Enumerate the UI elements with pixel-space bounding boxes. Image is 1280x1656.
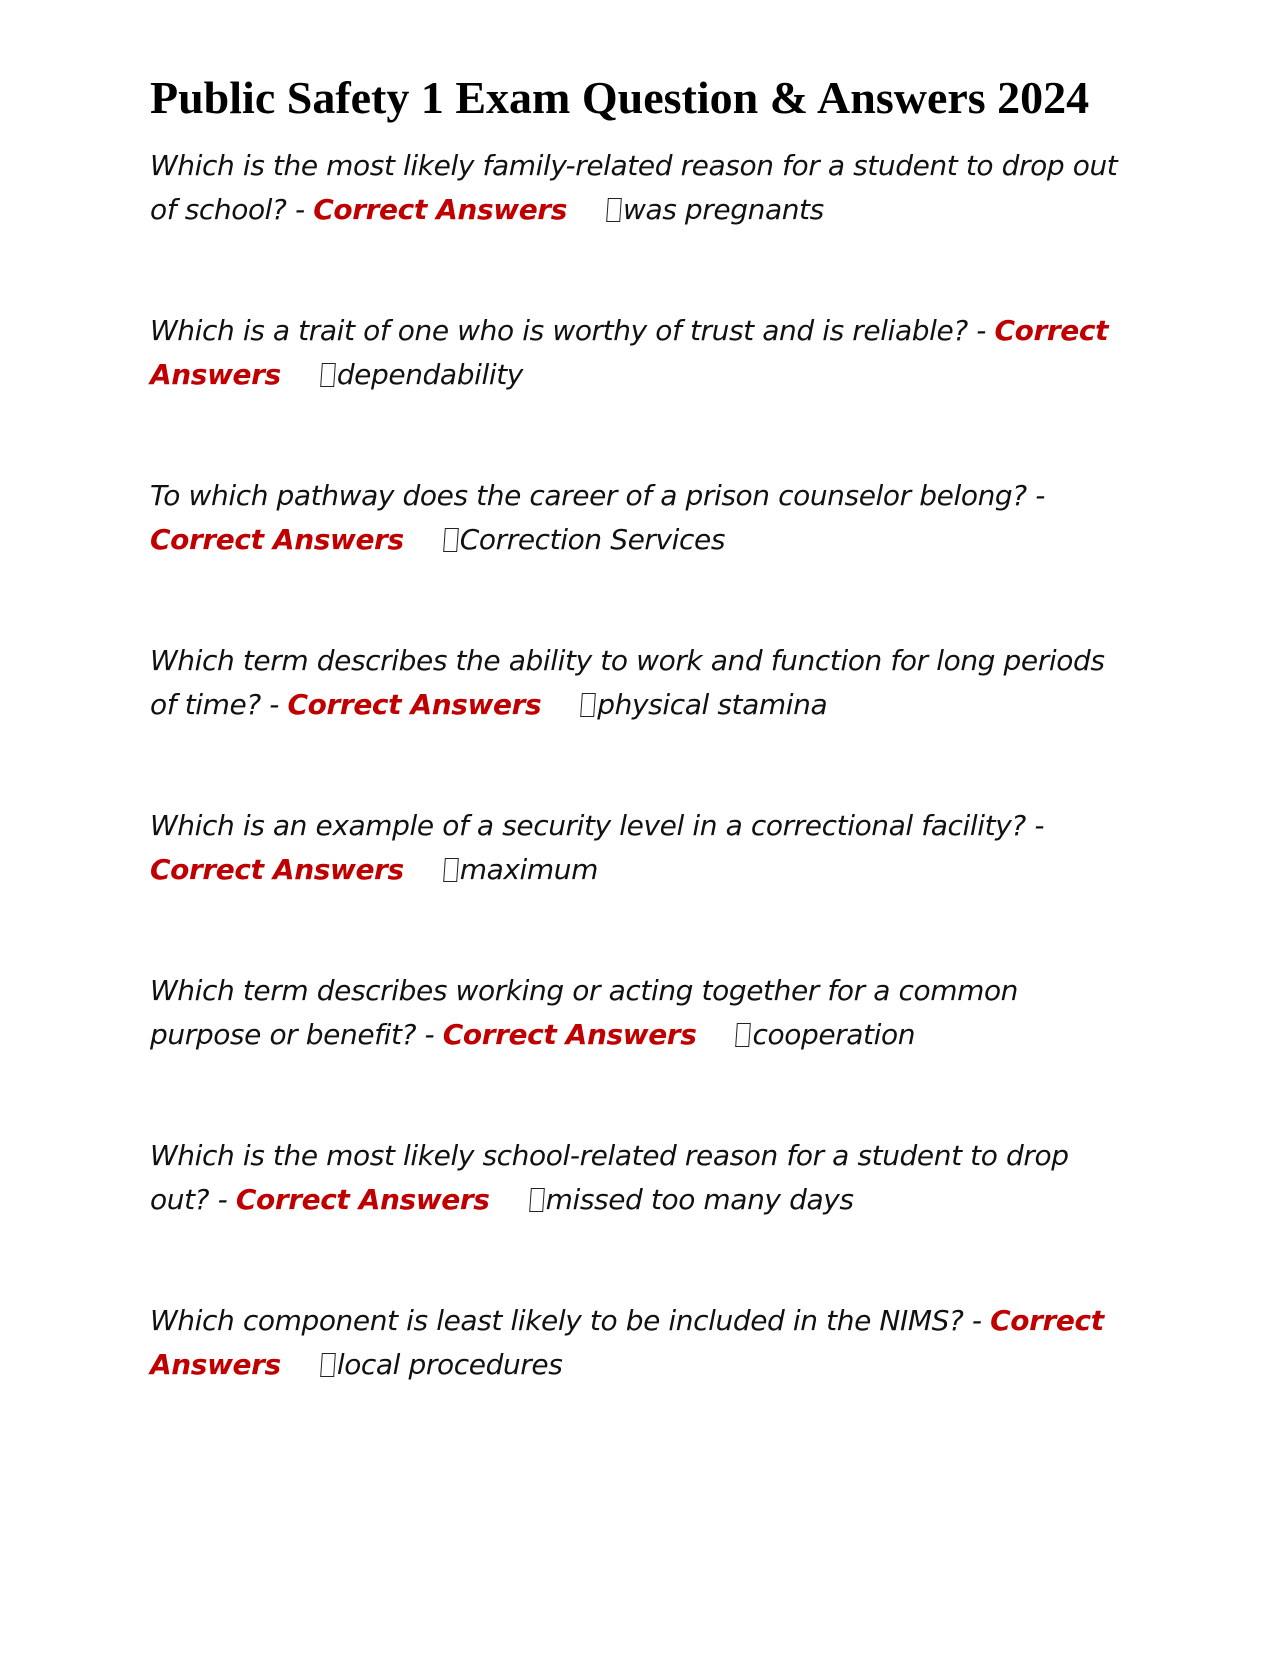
question-text: Which is the most likely school-related reason for a student to drop out? - (150, 1139, 1069, 1216)
question-text: Which component is least likely to be included in the NIMS? - (150, 1304, 991, 1337)
missing-glyph-icon (320, 363, 336, 387)
missing-glyph-icon (443, 528, 459, 552)
answer-text: cooperation (752, 1018, 916, 1051)
correct-answers-label: Correct Answers (150, 523, 404, 556)
missing-glyph-icon (580, 693, 596, 717)
correct-answers-label: Correct Answers (150, 1304, 1104, 1381)
answer-text: Correction Services (459, 523, 726, 556)
correct-answers-label: Correct Answers (313, 193, 567, 226)
qa-item (150, 969, 1130, 1057)
qa-item (150, 309, 1130, 397)
answer-text: local procedures (336, 1348, 563, 1381)
question-text: Which is the most likely family-related reason for a student to drop out of school? - (150, 149, 1118, 226)
missing-glyph-icon (529, 1188, 545, 1212)
answer-text: missed too many days (545, 1183, 854, 1216)
qa-item (150, 1134, 1130, 1222)
answer-text: maximum (459, 853, 599, 886)
missing-glyph-icon (320, 1353, 336, 1377)
qa-item (150, 474, 1130, 562)
qa-item (150, 1299, 1130, 1387)
correct-answers-label: Correct Answers (235, 1183, 490, 1216)
question-text: Which term describes working or acting together for a common purpose or benefit? - (150, 974, 1019, 1051)
correct-answers-label: Correct Answers (150, 314, 1109, 391)
question-text: Which is a trait of one who is worthy of trust and is reliable? - (150, 314, 995, 347)
question-text: To which pathway does the career of a prison counselor belong? - (150, 479, 1045, 512)
correct-answers-label: Correct Answers (287, 688, 542, 721)
question-text: Which term describes the ability to work and function for long periods of time? - (150, 644, 1105, 721)
answer-text: was pregnants (622, 193, 824, 226)
correct-answers-label: Correct Answers (150, 853, 404, 886)
missing-glyph-icon (443, 858, 459, 882)
question-text: Which is an example of a security level in a correctional facility? - (150, 809, 1045, 842)
answer-text: physical stamina (597, 688, 828, 721)
document-page (150, 70, 1130, 1464)
qa-list (150, 144, 1130, 1387)
qa-item (150, 639, 1130, 727)
missing-glyph-icon (736, 1023, 752, 1047)
qa-item (150, 804, 1130, 892)
qa-item (150, 144, 1130, 232)
missing-glyph-icon (606, 198, 622, 222)
answer-text: dependability (336, 358, 523, 391)
correct-answers-label: Correct Answers (442, 1018, 697, 1051)
document-title: Public Safety 1 Exam Question & Answers 2024 (150, 72, 1090, 123)
